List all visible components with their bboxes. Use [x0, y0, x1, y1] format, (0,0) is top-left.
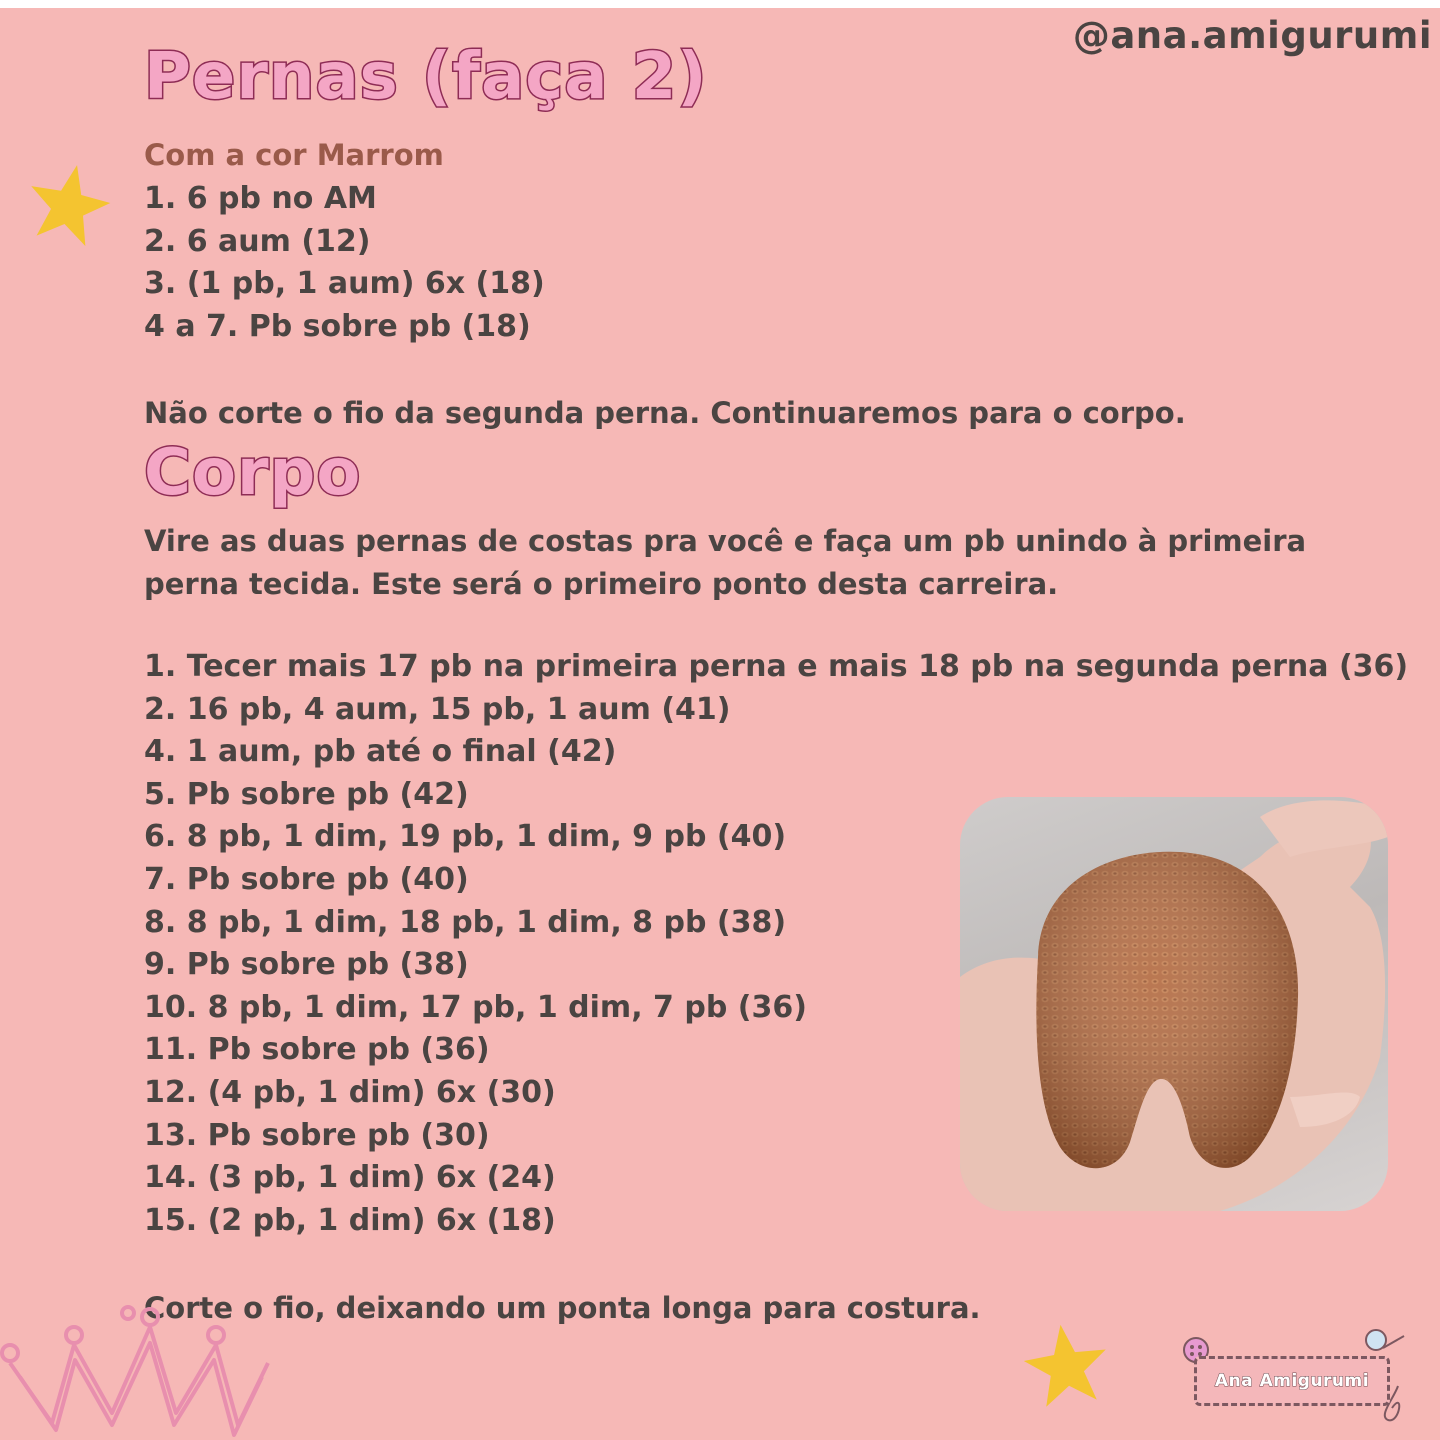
legs-title: Pernas (faça 2)	[144, 40, 708, 114]
star-icon	[1022, 1320, 1110, 1408]
list-item: 14. (3 pb, 1 dim) 6x (24)	[144, 1160, 556, 1196]
list-item: 13. Pb sobre pb (30)	[144, 1117, 490, 1153]
legs-rows	[144, 178, 545, 348]
legs-color-note: Com a cor Marrom	[144, 138, 444, 172]
list-item: 15. (2 pb, 1 dim) 6x (18)	[144, 1202, 556, 1238]
logo-text: Ana Amigurumi	[1214, 1371, 1370, 1391]
list-item: 4 a 7. Pb sobre pb (18)	[144, 308, 531, 344]
list-item: 2. 16 pb, 4 aum, 15 pb, 1 aum (41)	[144, 691, 731, 727]
list-item: 1. Tecer mais 17 pb na primeira perna e mais 18 pb na segunda perna (36)	[144, 649, 1409, 684]
list-item: 10. 8 pb, 1 dim, 17 pb, 1 dim, 7 pb (36)	[144, 989, 807, 1025]
list-item: 12. (4 pb, 1 dim) 6x (30)	[144, 1074, 556, 1110]
crochet-photo	[960, 797, 1388, 1211]
crown-icon	[0, 1305, 270, 1440]
list-item: 7. Pb sobre pb (40)	[144, 861, 469, 897]
list-item: 8. 8 pb, 1 dim, 18 pb, 1 dim, 8 pb (38)	[144, 904, 787, 940]
brand-logo	[1178, 1328, 1410, 1428]
body-title: Corpo	[144, 436, 362, 510]
legs-note: Não corte o fio da segunda perna. Continuaremos para o corpo.	[144, 396, 1186, 430]
list-item: 3. (1 pb, 1 aum) 6x (18)	[144, 266, 545, 302]
list-item: 9. Pb sobre pb (38)	[144, 947, 469, 983]
list-item: 11. Pb sobre pb (36)	[144, 1032, 490, 1068]
body-intro: Vire as duas pernas de costas pra você e faça um pb unindo à primeira perna tecida. Este será o primeiro ponto desta carreira.	[144, 524, 1307, 601]
top-band	[0, 0, 1440, 8]
list-item: 4. 1 aum, pb até o final (42)	[144, 734, 617, 770]
body-ending: Corte o fio, deixando um ponta longa para costura.	[144, 1291, 981, 1325]
logo-box	[1194, 1356, 1390, 1406]
list-item: 6. 8 pb, 1 dim, 19 pb, 1 dim, 9 pb (40)	[144, 819, 787, 855]
author-handle: @ana.amigurumi	[1072, 14, 1432, 57]
list-item: 5. Pb sobre pb (42)	[144, 776, 469, 812]
star-icon	[26, 160, 112, 246]
list-item: 1. 6 pb no AM	[144, 181, 377, 216]
list-item: 2. 6 aum (12)	[144, 223, 371, 259]
crochet-photo-illustration	[960, 797, 1388, 1211]
